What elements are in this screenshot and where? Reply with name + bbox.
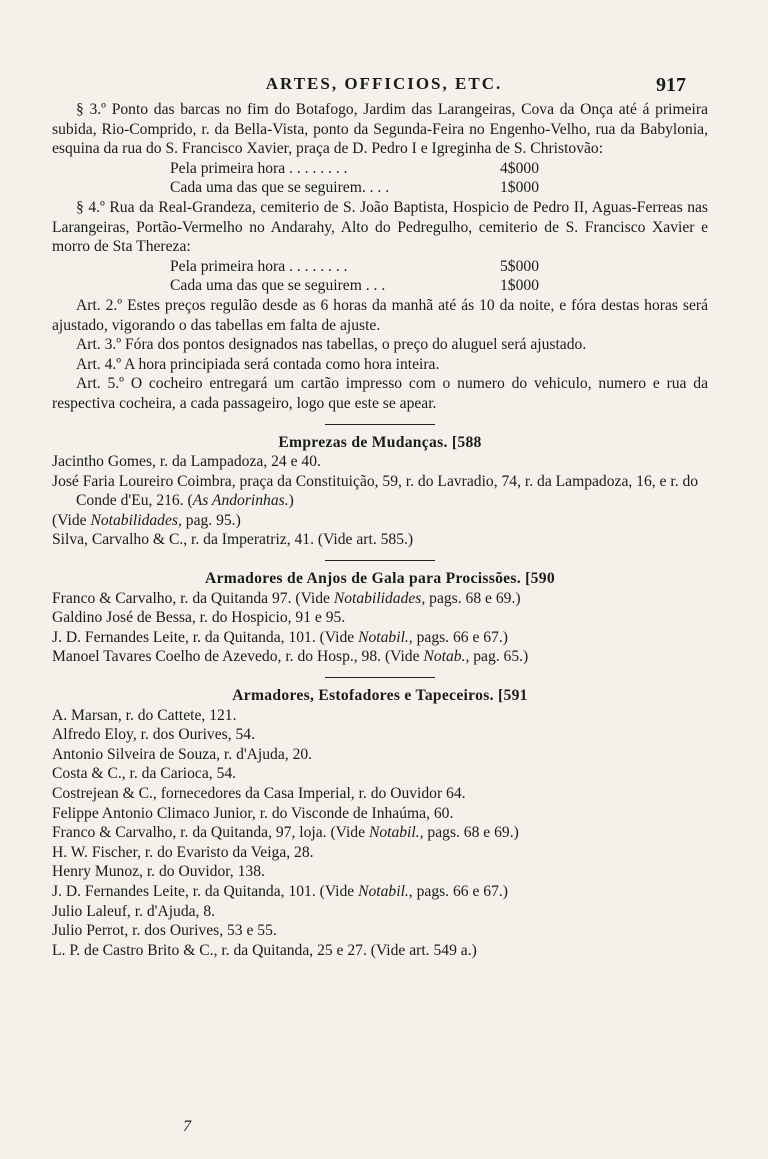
- article-2: Art. 2.º Estes preços regulão desde as 6 horas da manhã até ás 10 da noite, e fóra destas horas será ajustado, vigorando o das tabellas em falta de ajuste.: [52, 296, 708, 334]
- price-label: Cada uma das que se seguirem . . .: [170, 277, 386, 295]
- footer-mark: 7: [183, 1118, 191, 1135]
- price-label: Pela primeira hora . . . . . . . .: [170, 159, 348, 177]
- price-table-3: [170, 159, 708, 198]
- page-content: [52, 100, 708, 960]
- price-row: [170, 276, 570, 296]
- price-label: Cada uma das que se seguirem. . . .: [170, 179, 390, 197]
- directory-entry: [52, 530, 708, 550]
- entry-reference: Notabil.,: [368, 824, 424, 842]
- entry-text: Franco & Carvalho, r. da Quitanda 97. (Vide: [52, 589, 334, 607]
- entry-text: Manoel Tavares Coelho de Azevedo, r. do Hosp., 98. (Vide: [52, 648, 424, 666]
- entry-suffix: pags. 68 e 69.): [425, 589, 521, 607]
- paragraph-3: § 3.º Ponto das barcas no fim do Botafogo, Jardim das Larangeiras, Cova da Onça até á primeira subida, Rio-Comprido, r. da Bella-Vista, ponto da Segunda-Feira no Engenho-Velho, rua da Babylonia, esquina da rua do S. Francisco Xavier, praça de D. Pedro I e Igreginha de S. Christovão:: [52, 101, 708, 158]
- directory-entry: [52, 589, 708, 609]
- price-row: [170, 178, 570, 198]
- entry-suffix: ): [288, 492, 294, 510]
- directory-entry: [52, 745, 708, 765]
- entry-reference: Notabil.,: [358, 882, 413, 900]
- price-table-4: [170, 257, 708, 296]
- directory-entry: [52, 452, 708, 472]
- section-title: Armadores de Anjos de Gala para Procissões. [590: [205, 570, 555, 588]
- directory-entry: [52, 862, 708, 882]
- directory-entry: [52, 921, 708, 941]
- page-number: 917: [656, 74, 686, 96]
- directory-entry: [52, 902, 708, 922]
- entry-text: Julio Laleuf, r. d'Ajuda, 8.: [52, 902, 216, 920]
- section-divider: [325, 560, 435, 561]
- entry-text: H. W. Fischer, r. do Evaristo da Veiga, 28.: [52, 843, 314, 861]
- running-head: ARTES, OFFICIOS, ETC.: [265, 74, 503, 93]
- entry-text: Felippe Antonio Climaco Junior, r. do Visconde de Inhaúma, 60.: [52, 804, 454, 822]
- section-divider: [325, 677, 435, 678]
- entry-text: Costa & C., r. da Carioca, 54.: [52, 765, 237, 783]
- directory-entry: [52, 725, 708, 745]
- directory-entry: [52, 628, 708, 648]
- price-value: 5$000: [500, 257, 539, 275]
- directory-entry: [52, 784, 708, 804]
- directory-entry: [52, 823, 708, 843]
- entry-suffix: pags. 66 e 67.): [412, 882, 508, 900]
- section-title: Armadores, Estofadores e Tapeceiros. [591: [232, 687, 528, 705]
- entry-text: Galdino José de Bessa, r. do Hospicio, 91 e 95.: [52, 609, 346, 627]
- entry-reference: Notabil.,: [358, 628, 413, 646]
- price-label: Pela primeira hora . . . . . . . .: [170, 257, 348, 275]
- entry-reference: Notabilidades,: [90, 511, 182, 529]
- sections-container: [52, 424, 708, 961]
- entry-text: Alfredo Eloy, r. dos Ourives, 54.: [52, 726, 255, 744]
- article-4: Art. 4.º A hora principiada será contada como hora inteira.: [76, 355, 440, 373]
- directory-entry: [52, 608, 708, 628]
- page-header: [0, 74, 768, 98]
- entry-text: José Faria Loureiro Coimbra, praça da Constituição, 59, r. do Lavradio, 74, r. da Lampadoza, 16, e r. do Conde d'Eu, 216. (: [52, 472, 699, 510]
- entry-text: Jacintho Gomes, r. da Lampadoza, 24 e 40.: [52, 453, 321, 471]
- entry-text: Silva, Carvalho & C., r. da Imperatriz, 41. (Vide art. 585.): [52, 531, 414, 549]
- entry-text: Julio Perrot, r. dos Ourives, 53 e 55.: [52, 922, 277, 940]
- section-title: Emprezas de Mudanças. [588: [278, 433, 482, 451]
- entry-suffix: pags. 68 e 69.): [423, 824, 519, 842]
- entry-suffix: pag. 65.): [469, 648, 529, 666]
- directory-entry: [52, 804, 708, 824]
- price-value: 1$000: [500, 179, 539, 197]
- entry-text: A. Marsan, r. do Cattete, 121.: [52, 706, 237, 724]
- price-value: 4$000: [500, 159, 539, 177]
- directory-entry: [52, 511, 708, 531]
- price-value: 1$000: [500, 277, 539, 295]
- entry-text: L. P. de Castro Brito & C., r. da Quitanda, 25 e 27. (Vide art. 549 a.): [52, 941, 477, 959]
- directory-entry: [52, 472, 708, 511]
- entry-reference: As Andorinhas.: [192, 492, 289, 510]
- entry-text: Antonio Silveira de Souza, r. d'Ajuda, 20.: [52, 745, 313, 763]
- entry-reference: Notabilidades,: [333, 589, 426, 607]
- entry-text: J. D. Fernandes Leite, r. da Quitanda, 101. (Vide: [52, 628, 359, 646]
- directory-entry: [52, 941, 708, 961]
- entry-reference: Notab.,: [423, 648, 470, 666]
- directory-entry: [52, 843, 708, 863]
- directory-entry: [52, 706, 708, 726]
- entry-suffix: pags. 66 e 67.): [412, 628, 508, 646]
- article-5: Art. 5.º O cocheiro entregará um cartão impresso com o numero do vehiculo, numero e rua da respectiva cocheira, a cada passageiro, logo que este se apear.: [52, 375, 708, 412]
- section-divider: [325, 424, 435, 425]
- entry-text: (Vide: [52, 511, 91, 529]
- directory-entry: [52, 764, 708, 784]
- directory-entry: [52, 882, 708, 902]
- entry-text: J. D. Fernandes Leite, r. da Quitanda, 101. (Vide: [52, 882, 359, 900]
- directory-entry: [52, 647, 708, 667]
- article-3: Art. 3.º Fóra dos pontos designados nas tabellas, o preço do aluguel será ajustado.: [76, 336, 587, 354]
- price-row: [170, 159, 570, 179]
- paragraph-4: § 4.º Rua da Real-Grandeza, cemiterio de S. João Baptista, Hospicio de Pedro II, Aguas-Ferreas nas Larangeiras, Portão-Vermelho no Andarahy, Alto do Pedregulho, cemiterio de S. Francisco Xavier e morro de Sta Thereza:: [52, 198, 708, 256]
- entry-suffix: pag. 95.): [181, 511, 241, 529]
- entry-text: Henry Munoz, r. do Ouvidor, 138.: [52, 863, 265, 881]
- entry-text: Costrejean & C., fornecedores da Casa Imperial, r. do Ouvidor 64.: [52, 785, 466, 802]
- price-row: [170, 257, 570, 277]
- entry-text: Franco & Carvalho, r. da Quitanda, 97, loja. (Vide: [52, 824, 369, 842]
